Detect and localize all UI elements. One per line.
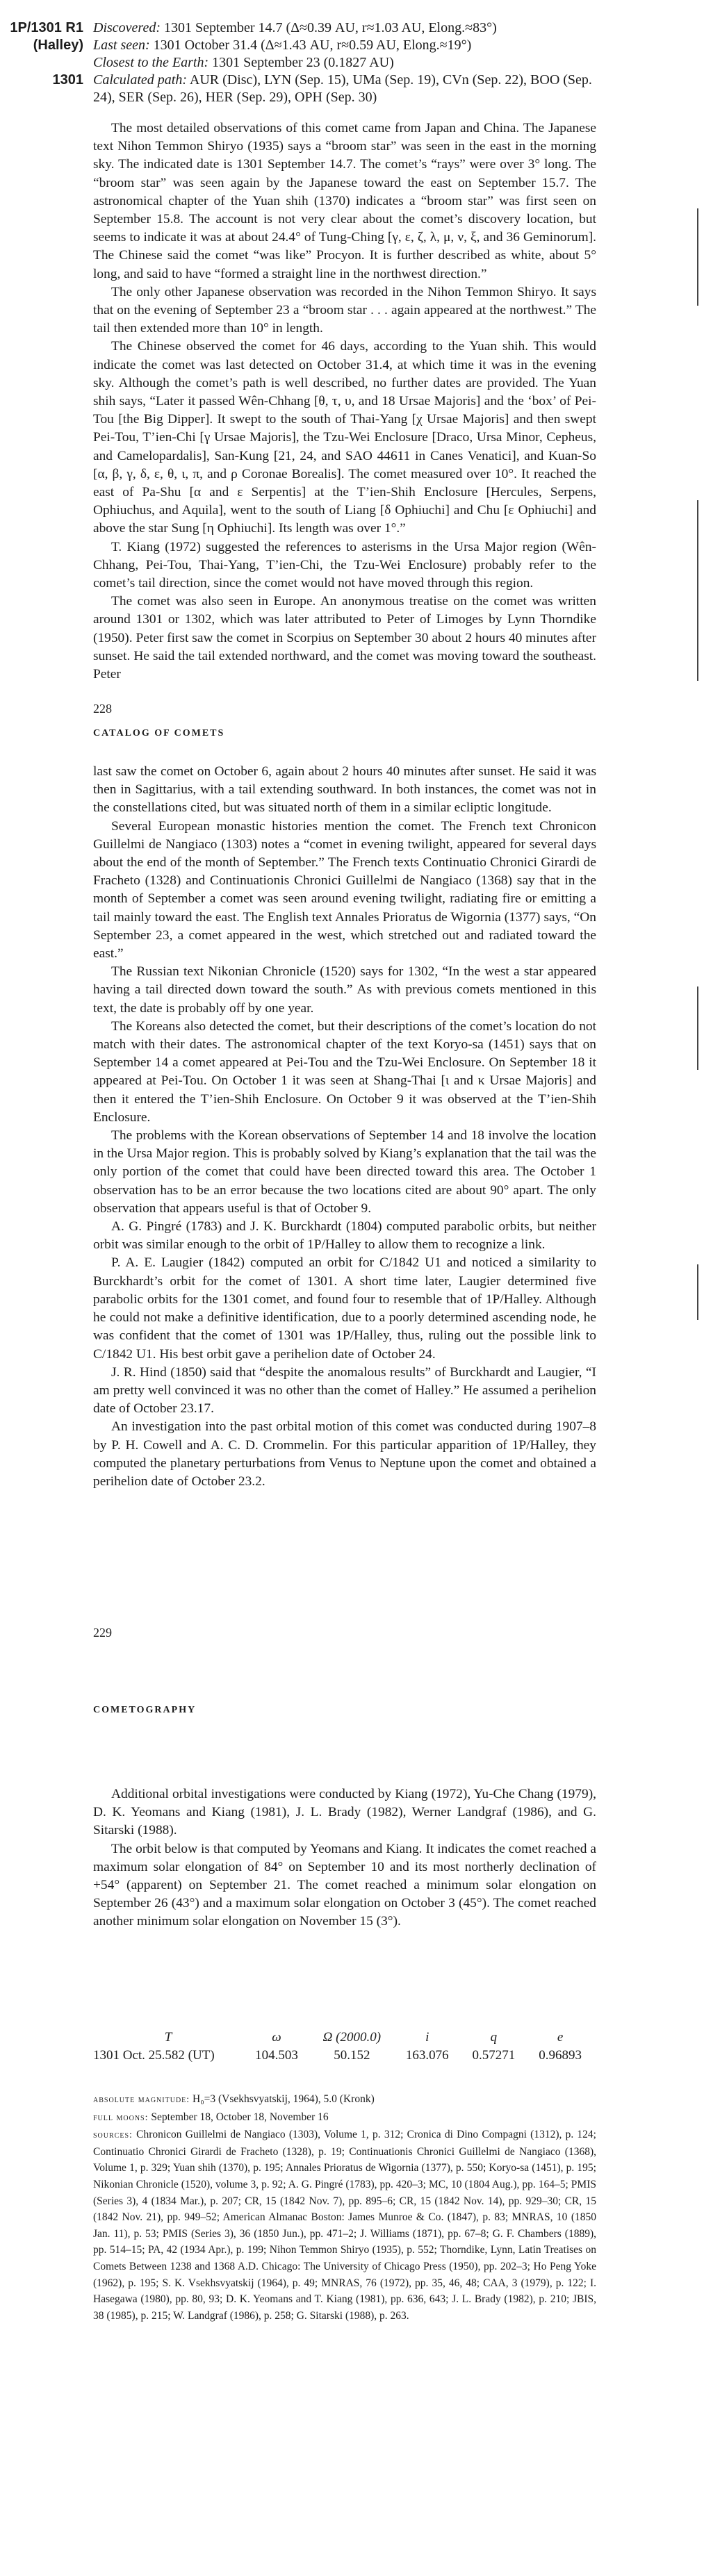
- orbit-header: q: [490, 2030, 498, 2045]
- page3-text: [93, 1785, 596, 1931]
- comet-designation: 1P/1301 R1: [10, 20, 83, 35]
- orbit-value: 104.503: [255, 2048, 298, 2063]
- page-number: 228: [93, 702, 112, 716]
- paragraph: Several European monastic histories mention the comet. The French text Chronicon Guillelmi de Nangiaco (1303) notes a “comet in evening twilight, appeared for several days about the end of the month of September.” The French texts Continuatio Chronici Girardi de Fracheto (1328) and Continuationis Chronici Guillelmi de Nangiaco (1368) say that in the month of September a comet was seen around evening twilight, radiating fire or emitting a tail mainly toward the east. The English text Annales Prioratus de Wigornia (1377) says, “On September 23, a comet appeared in the west, which stretched out and radiated toward the east.”: [93, 818, 596, 961]
- paragraph: Additional orbital investigations were conducted by Kiang (1972), Yu-Che Chang (1979), D. K. Yeomans and Kiang (1981), J. L. Brady (1982), Werner Landgraf (1986), and G. Sitarski (1988).: [93, 1787, 596, 1838]
- orbit-value: 50.152: [334, 2048, 370, 2063]
- orbit-header: ω: [272, 2030, 281, 2045]
- orbit-value: 0.57271: [472, 2048, 516, 2063]
- paragraph: The only other Japanese observation was recorded in the Nihon Temmon Shiryo. It says that on the evening of September 23 a “broom star . . . again appeared at the northwest.” The tail then extended more than 10° in length.: [93, 284, 596, 336]
- orbit-value: 163.076: [405, 2048, 449, 2063]
- paragraph: The comet was also seen in Europe. An anonymous treatise on the comet was written around 1301 or 1302, which was later attributed to Peter of Limoges by Lynn Thorndike (1950). Peter first saw the comet in Scorpius on September 30 about 2 hours 40 minutes after sunset. He said the tail extended northward, and the comet was moving toward the southeast. Peter: [93, 594, 596, 682]
- sources-label: sources:: [93, 2130, 133, 2141]
- closest-value: 1301 September 23 (0.1827 AU): [212, 55, 394, 70]
- paragraph: last saw the comet on October 6, again about 2 hours 40 minutes after sunset. He said it was then in Sagittarius, with a tail extending southward. In both instances, the comet was not in the constellations cited, but was situated north of them in a similar ecliptic longitude.: [93, 764, 596, 816]
- discovered-label: Discovered:: [93, 20, 161, 35]
- paragraph: The most detailed observations of this comet came from Japan and China. The Japanese text Nihon Temmon Shiryo (1935) says a “broom star” was seen in the east in the morning sky. The indicated date is 1301 September 14.7. The comet’s “rays” were over 3° long. The “broom star” was seen again by the Japanese toward the east on September 15.7. The astronomical chapter of the Yuan shih (1370) indicates a “broom star” was first seen on September 15.8. The account is not very clear about the comet’s discovery location, but seems to indicate it was at about 24.4° of Tung-Ching [γ, ε, ζ, λ, μ, ν, ξ, and 36 Geminorum]. The Chinese said the comet “was like” Procyon. It is further described as white, about 5° long, and said to have “formed a straight line in the northwest direction.”: [93, 121, 596, 281]
- page-229: [0, 723, 704, 1667]
- orbit-header: i: [425, 2030, 429, 2045]
- orbit-table: [93, 2029, 594, 2065]
- page-228: [0, 0, 704, 723]
- paragraph: The problems with the Korean observations of September 14 and 18 involve the location in the Ursa Major region. This is probably solved by Kiang’s explanation that the tail was the only portion of the comet that could have been directed toward this area. The October 1 observation has to be an error because the two locations cited are about 90° apart. The only observation that appears useful is that of October 9.: [93, 1128, 596, 1216]
- path-value: AUR (Disc), LYN (Sep. 15), UMa (Sep. 19), CVn (Sep. 22), BOO (Sep. 24), SER (Sep. 26), HER (Sep. 29), OPH (Sep. 30): [93, 72, 592, 105]
- page-230: [0, 1667, 704, 2576]
- paragraph: T. Kiang (1972) suggested the references to asterisms in the Ursa Major region (Wên-Chhang, Pei-Tou, Thai-Yang, T’ien-Chi, the Tzu-Wei Enclosure) probably refer to the comet’s tail direction, since the comet would not have moved through this region.: [93, 539, 596, 591]
- running-head: CATALOG OF COMETS: [93, 728, 225, 738]
- last-seen-value: 1301 October 31.4 (Δ≈1.43 AU, r≈0.59 AU, Elong.≈19°): [153, 38, 472, 53]
- paragraph: An investigation into the past orbital motion of this comet was conducted during 1907–8 by P. H. Cowell and A. C. D. Crommelin. For this particular apparition of 1P/Halley, they computed the planetary perturbations from Venus to Neptune upon the comet and obtained a perihelion date of October 23.2.: [93, 1419, 596, 1489]
- page1-text: [93, 119, 596, 684]
- sources-value: Chronicon Guillelmi de Nangiaco (1303), Volume 1, p. 312; Cronica di Dino Compagni (1312), p. 124; Continuatio Chronici Girardi de Fracheto (1328), p. 19; Continuationis Chronici Guillelmi de Nangiaco (1368), Volume 1, p. 329; Yuan shih (1370), p. 195; Annales Prioratus de Wigornia (1377), p. 550; Koryo-sa (1451), p. 195; Nikonian Chronicle (1520), volume 3, p. 92; A. G. Pingré (1783), pp. 420–3; MC, 10 (1804 Aug.), pp. 164–5; PMIS (Series 3), 4 (1834 Mar.), p. 207; CR, 15 (1842 Nov. 7), pp. 895–6; CR, 15 (1842 Nov. 14), pp. 929–30; CR, 15 (1842 Nov. 21), pp. 949–52; American Almanac Boston: James Munroe & Co. (1847), p. 83; MNRAS, 10 (1850 Jan. 11), p. 53; PMIS (Series 3), 36 (1850 Jun.), pp. 471–2; J. Williams (1871), pp. 67–8; G. F. Chambers (1889), pp. 514–15; PA, 42 (1934 Apr.), p. 199; Nihon Temmon Shiryo (1935), p. 552; Thorndike, Lynn, Latin Treatises on Comets Between 1238 and 1368 A.D. Chicago: The University of Chicago Press (1950), pp. 202–3; Ho Peng Yoke (1962), p. 195; S. K. Vsekhsvyatskij (1964), p. 49; MNRAS, 76 (1972), pp. 35, 46, 48; CAA, 3 (1979), p. 122; I. Hasegawa (1980), pp. 80, 93; D. K. Yeomans and T. Kiang (1981), pp. 636, 643; J. L. Brady (1982), p. 210; JBIS, 38 (1985), p. 215; W. Landgraf (1986), p. 258; G. Sitarski (1988), p. 263.: [93, 2129, 596, 2322]
- orbit-header: e: [557, 2030, 564, 2045]
- paragraph: P. A. E. Laugier (1842) computed an orbit for C/1842 U1 and noticed a similarity to Burckhardt’s orbit for the comet of 1301. A short time later, Laugier determined five parabolic orbits for the 1301 comet, and found four to resemble that of 1P/Halley. Although he could not make a definitive identification, due to a poorly determined ascending node, he was confident that the comet of 1301 was 1P/Halley, thus, ruling out the possible link to C/1842 U1. His best orbit gave a perihelion date of October 24.: [93, 1255, 596, 1362]
- paragraph: The Russian text Nikonian Chronicle (1520) says for 1302, “In the west a star appeared having a tail directed down toward the south.” As with previous comets mentioned in this text, the date is probably off by one year.: [93, 964, 596, 1016]
- binding-edge: [697, 1264, 698, 1320]
- comet-header: [0, 19, 695, 106]
- comet-year: 1301: [52, 72, 83, 88]
- page2-text: [93, 763, 596, 1491]
- orbit-header: T: [164, 2030, 172, 2045]
- comet-notes: [93, 2091, 596, 2325]
- page-number: 229: [93, 1626, 112, 1640]
- abs-mag-value: H₀=3 (Vsekhsvyatskij, 1964), 5.0 (Kronk): [193, 2093, 375, 2105]
- paragraph: The Chinese observed the comet for 46 days, according to the Yuan shih. This would indicate the comet was last detected on October 31.4, at which time it was in the evening sky. Although the comet’s path is well described, no further dates are provided. The Yuan shih says, “Later it passed Wên-Chhang [θ, τ, υ, and 18 Ursae Majoris] and the ‘box’ of Pei-Tou [the Big Dipper]. It swept to the south of Thai-Yang [χ Ursae Majoris] and then swept Pei-Tou, T’ien-Chi [γ Ursae Majoris], the Tzu-Wei Enclosure [Draco, Ursa Minor, Cepheus, and Camelopardalis], San-Kung [21, 24, and SAO 44611 in Canes Venatici], and Kuan-So [α, β, γ, δ, ε, θ, ι, π, and ρ Coronae Borealis]. The comet measured over 10°. It reached the east of Pa-Shu [α and ε Serpentis] at the T’ien-Shih Enclosure [Hercules, Serpens, Ophiuchus, and Aquila], went to the south of Liang [δ Ophiuchi] and Chu [ε Ophiuchi] and above the star Sung [η Ophiuchi]. Its length was over 1°.”: [93, 339, 596, 536]
- discovered-value: 1301 September 14.7 (Δ≈0.39 AU, r≈1.03 AU, Elong.≈83°): [164, 20, 497, 35]
- orbit-value: 1301 Oct. 25.582 (UT): [93, 2048, 215, 2063]
- comet-name: (Halley): [33, 38, 83, 53]
- paragraph: The Koreans also detected the comet, but their descriptions of the comet’s location do not match with their dates. The astronomical chapter of the text Koryo-sa (1451) says that on September 14 a comet appeared at Pei-Tou and the Tzu-Wei Enclosure. On September 18 it appeared at Pei-Tou. On October 1 it was seen at Shang-Thai [ι and κ Ursae Majoris] and then it entered the T’ien-Shih Enclosure. On October 9 it was observed at the T’ien-Shih Enclosure.: [93, 1018, 596, 1125]
- binding-edge: [697, 986, 698, 1070]
- binding-edge: [697, 208, 698, 306]
- binding-edge: [697, 500, 698, 681]
- closest-label: Closest to the Earth:: [93, 55, 209, 70]
- path-label: Calculated path:: [93, 72, 187, 88]
- orbit-value: 0.96893: [539, 2048, 582, 2063]
- paragraph: J. R. Hind (1850) said that “despite the anomalous results” of Burckhardt and Laugier, “I am pretty well convinced it was no other than the comet of Halley.” He assumed a perihelion date of October 23.17.: [93, 1364, 596, 1417]
- full-moons-label: full moons:: [93, 2112, 149, 2123]
- running-head: COMETOGRAPHY: [93, 1705, 197, 1715]
- paragraph: The orbit below is that computed by Yeomans and Kiang. It indicates the comet reached a maximum solar elongation of 84° on September 10 and its most northerly declination of +54° (apparent) on September 21. The comet reached a minimum solar elongation on September 26 (43°) and a maximum solar elongation on October 3 (45°). The comet reached another minimum solar elongation on November 15 (3°).: [93, 1841, 596, 1929]
- abs-mag-label: absolute magnitude:: [93, 2095, 190, 2105]
- full-moons-value: September 18, October 18, November 16: [151, 2111, 329, 2123]
- orbit-header: Ω (2000.0): [322, 2030, 382, 2045]
- last-seen-label: Last seen:: [93, 38, 150, 53]
- paragraph: A. G. Pingré (1783) and J. K. Burckhardt (1804) computed parabolic orbits, but neither orbit was similar enough to the orbit of 1P/Halley to allow them to recognize a link.: [93, 1219, 596, 1253]
